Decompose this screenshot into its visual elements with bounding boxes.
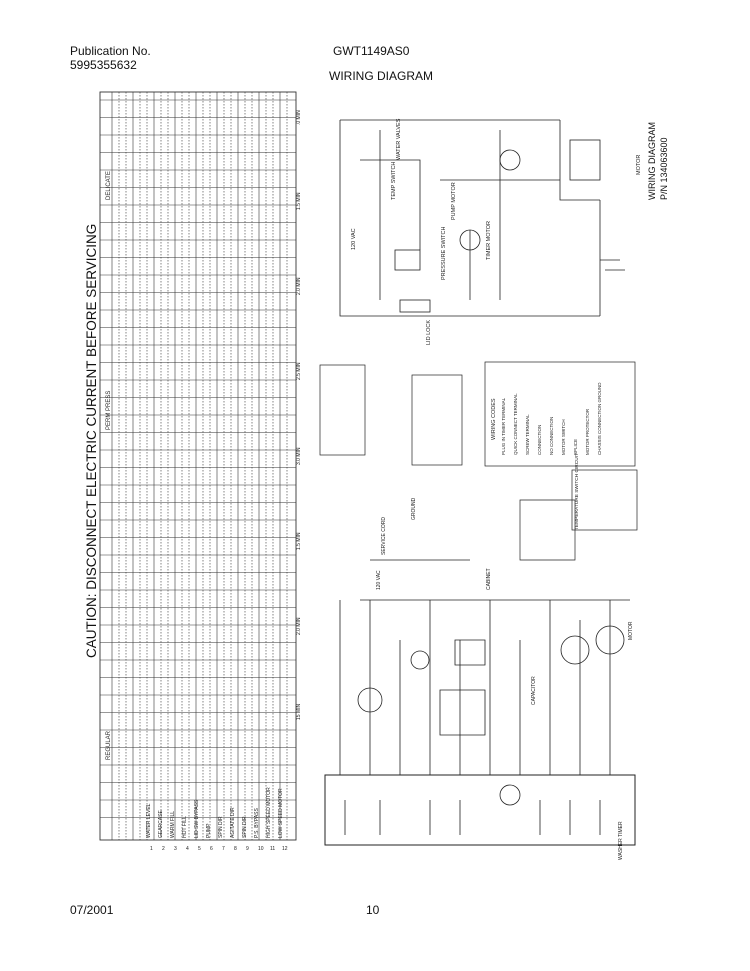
legend-item: PLUG IN TIMER TERMINAL xyxy=(501,397,506,455)
schematic-top-labels xyxy=(351,118,642,345)
schematic-middle xyxy=(320,362,637,560)
label-service-cord: WASHER TIMER xyxy=(618,821,624,860)
circuit-code: 3 xyxy=(174,846,177,852)
label-water-valves: WATER VALVES xyxy=(396,118,402,160)
time-mark: 2.0 MIN xyxy=(296,277,302,295)
cycle-label-regular: REGULAR xyxy=(106,730,112,760)
schematic-bottom-labels xyxy=(376,497,634,860)
circuit-label: SPIN DIR xyxy=(242,816,248,838)
legend-item: MOTOR SWITCH xyxy=(561,419,566,455)
cycle-labels xyxy=(106,171,112,760)
circuit-code: 6 xyxy=(210,846,213,852)
circuit-label: LOW SPEED MOTOR xyxy=(278,788,284,838)
legend-item: SPLICE xyxy=(573,438,578,455)
schematic-bottom xyxy=(325,560,635,845)
page-number: 10 xyxy=(366,903,380,917)
wiring-codes-legend xyxy=(491,382,602,455)
circuit-label: P.S. BYPASS xyxy=(254,808,260,838)
label-120vac-top: 120 VAC xyxy=(351,228,357,250)
part-number: P/N 134063600 xyxy=(659,137,669,200)
label-motor-top: MOTOR xyxy=(636,154,642,175)
label-motor-bottom: MOTOR xyxy=(628,621,634,640)
time-mark: 1.5 MIN xyxy=(296,532,302,550)
time-mark: 2.5 MIN xyxy=(296,362,302,380)
label-temp-switch: TEMP SWITCH xyxy=(391,161,397,200)
footer-date: 07/2001 xyxy=(70,903,114,917)
time-marks xyxy=(296,110,302,720)
time-mark: 1.5 MIN xyxy=(296,192,302,210)
circuit-code: 4 xyxy=(186,846,189,852)
label-pressure-switch: PRESSURE SWITCH xyxy=(441,226,447,280)
circuit-label: HIGH SPEED MOTOR xyxy=(266,787,272,838)
cycle-label-perm-press: PERM PRESS xyxy=(106,390,112,430)
time-mark: 3.0 MIN xyxy=(296,447,302,465)
circuit-label: LID SW BYPASS xyxy=(194,799,200,838)
legend-title: WIRING CODES xyxy=(491,398,497,440)
circuit-label: AGITATE DIR xyxy=(230,807,236,838)
legend-item: MOTOR PROTECTOR xyxy=(585,408,590,455)
circuit-code: 12 xyxy=(282,846,288,852)
circuit-code: 1 xyxy=(150,846,153,852)
circuit-code: 11 xyxy=(270,846,276,852)
circuit-code: 9 xyxy=(246,846,249,852)
circuit-label: WATER LEVEL xyxy=(146,803,152,838)
circuit-label: GEARCASE xyxy=(158,810,164,838)
circuit-label: PUMP xyxy=(206,823,212,838)
caution-text: CAUTION: DISCONNECT ELECTRIC CURRENT BEFORE SERVICING xyxy=(84,223,99,658)
circuit-label: HOT FILL xyxy=(182,816,188,838)
circuit-code: 7 xyxy=(222,846,225,852)
cycle-label-delicate: DELICATE xyxy=(106,171,112,200)
diagram-caption: WIRING DIAGRAM xyxy=(647,122,657,200)
circuit-label: SPIN DIR xyxy=(218,816,224,838)
label-ground: GROUND xyxy=(411,497,417,520)
label-pump-motor: PUMP MOTOR xyxy=(451,182,457,220)
legend-item: NO CONNECTION xyxy=(549,416,554,455)
label-120vac-bottom: 120 VAC xyxy=(376,570,382,590)
time-mark: 2.0 MIN xyxy=(296,617,302,635)
time-mark: 15 MIN xyxy=(296,703,302,720)
temp-table-title: TEMPERATURE SWITCH CIRCUIT xyxy=(575,453,580,530)
circuit-code: 2 xyxy=(162,846,165,852)
label-lid-lock: LID LOCK xyxy=(426,319,432,345)
label-cabinet: CABINET xyxy=(486,568,492,590)
legend-item: SCREW TERMINAL xyxy=(525,414,530,455)
page-title: WIRING DIAGRAM xyxy=(329,69,433,83)
circuit-code: 5 xyxy=(198,846,201,852)
publication-number: 5995355632 xyxy=(70,58,137,72)
timer-sequence-chart xyxy=(100,92,296,840)
label-timer-motor: TIMER MOTOR xyxy=(486,220,492,260)
legend-item: CONNECTION xyxy=(537,424,542,455)
circuit-code: 10 xyxy=(258,846,264,852)
time-mark: .0 MIN xyxy=(296,110,302,125)
circuit-label: WARM FILL xyxy=(170,810,176,838)
label-capacitor: CAPACITOR xyxy=(531,676,537,705)
publication-label: Publication No. xyxy=(70,44,151,58)
label-service-cord-top: SERVICE CORD xyxy=(381,517,387,555)
circuit-code: 8 xyxy=(234,846,237,852)
schematic-top xyxy=(340,120,625,316)
legend-item: QUICK CONNECT TERMINAL xyxy=(513,393,518,455)
model-number: GWT1149AS0 xyxy=(333,44,410,58)
legend-item: CHASSIS CONNECTION GROUND xyxy=(597,382,602,455)
